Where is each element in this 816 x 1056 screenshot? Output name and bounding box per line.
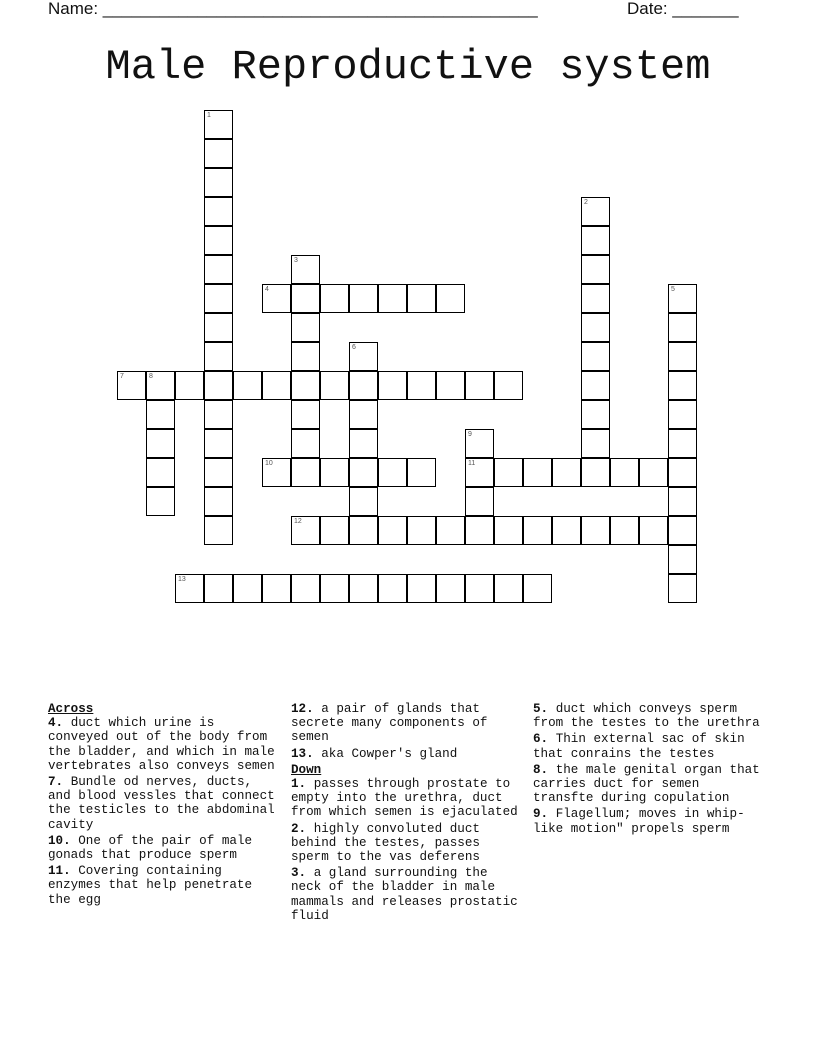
clue-text: a gland surrounding the neck of the bladder in male mammals and releases prostatic fluid xyxy=(291,866,518,923)
cell-number: 4 xyxy=(265,286,269,293)
grid-cell[interactable] xyxy=(581,226,610,255)
grid-cell[interactable] xyxy=(436,284,465,313)
clue-item xyxy=(48,834,280,862)
grid-cell[interactable] xyxy=(407,516,436,545)
grid-cell[interactable] xyxy=(204,371,233,400)
cell-number: 9 xyxy=(468,431,472,438)
clue-number: 10. xyxy=(48,833,71,848)
grid-cell[interactable] xyxy=(668,400,697,429)
grid-cell[interactable] xyxy=(204,197,233,226)
grid-cell[interactable] xyxy=(146,458,175,487)
grid-cell[interactable] xyxy=(494,516,523,545)
clue-number: 12. xyxy=(291,702,314,716)
clue-item xyxy=(48,864,280,907)
grid-cell[interactable] xyxy=(204,516,233,545)
clue-item xyxy=(533,763,765,806)
grid-cell[interactable] xyxy=(581,197,610,226)
grid-cell[interactable] xyxy=(291,516,320,545)
grid-cell[interactable] xyxy=(581,400,610,429)
grid-cell[interactable] xyxy=(581,284,610,313)
grid-cell[interactable] xyxy=(523,458,552,487)
clue-number: 3. xyxy=(291,866,307,881)
grid-cell[interactable] xyxy=(291,284,320,313)
grid-cell[interactable] xyxy=(146,487,175,516)
grid-cell[interactable] xyxy=(233,574,262,603)
grid-cell[interactable] xyxy=(610,458,639,487)
grid-cell[interactable] xyxy=(581,255,610,284)
grid-cell[interactable] xyxy=(204,574,233,603)
grid-cell[interactable] xyxy=(262,574,291,603)
clue-number: 11. xyxy=(48,864,71,879)
grid-cell[interactable] xyxy=(204,342,233,371)
grid-cell[interactable] xyxy=(204,139,233,168)
grid-cell[interactable] xyxy=(349,429,378,458)
grid-cell[interactable] xyxy=(291,458,320,487)
clue-number: 4. xyxy=(48,716,64,731)
grid-cell[interactable] xyxy=(639,458,668,487)
clue-text: a pair of glands that secrete many components of semen xyxy=(291,702,488,745)
grid-cell[interactable] xyxy=(291,342,320,371)
clue-section-heading: Across xyxy=(48,702,94,716)
grid-cell[interactable] xyxy=(581,516,610,545)
clue-text: aka Cowper's gland xyxy=(321,746,458,761)
clue-number: 9. xyxy=(533,807,549,822)
grid-cell[interactable] xyxy=(668,487,697,516)
grid-cell[interactable] xyxy=(204,313,233,342)
grid-cell[interactable] xyxy=(581,342,610,371)
cell-number: 10 xyxy=(265,460,273,467)
clue-item xyxy=(291,822,523,865)
clue-number: 6. xyxy=(533,732,549,747)
clue-text: Bundle od nerves, ducts, and blood vessles that connect the testicles to the abdominal cavity xyxy=(48,775,275,832)
clue-item xyxy=(533,702,765,730)
grid-cell[interactable] xyxy=(668,545,697,574)
grid-cell[interactable] xyxy=(465,574,494,603)
clue-text: Flagellum; moves in whip-like motion" propels sperm xyxy=(533,807,745,836)
grid-cell[interactable] xyxy=(204,487,233,516)
grid-cell[interactable] xyxy=(465,429,494,458)
grid-cell[interactable] xyxy=(204,168,233,197)
grid-cell[interactable] xyxy=(407,284,436,313)
grid-cell[interactable] xyxy=(175,574,204,603)
cell-number: 11 xyxy=(468,460,476,467)
grid-cell[interactable] xyxy=(291,574,320,603)
clue-text: Covering containing enzymes that help penetrate the egg xyxy=(48,864,253,907)
cell-number: 13 xyxy=(178,576,186,583)
grid-cell[interactable] xyxy=(436,371,465,400)
grid-cell[interactable] xyxy=(465,458,494,487)
clue-number: 13. xyxy=(291,746,314,761)
grid-cell[interactable] xyxy=(581,313,610,342)
grid-cell[interactable] xyxy=(146,371,175,400)
grid-cell[interactable] xyxy=(465,487,494,516)
grid-cell[interactable] xyxy=(610,516,639,545)
grid-cell[interactable] xyxy=(465,516,494,545)
grid-cell[interactable] xyxy=(291,371,320,400)
grid-cell[interactable] xyxy=(668,516,697,545)
grid-cell[interactable] xyxy=(668,429,697,458)
cell-number: 8 xyxy=(149,373,153,380)
grid-cell[interactable] xyxy=(668,371,697,400)
grid-cell[interactable] xyxy=(291,400,320,429)
grid-cell[interactable] xyxy=(378,574,407,603)
grid-cell[interactable] xyxy=(349,458,378,487)
grid-cell[interactable] xyxy=(349,516,378,545)
clue-column-3 xyxy=(533,702,765,838)
clue-number: 8. xyxy=(533,762,549,777)
grid-cell[interactable] xyxy=(407,371,436,400)
cell-number: 2 xyxy=(584,199,588,206)
clue-column-1 xyxy=(48,702,280,909)
grid-cell[interactable] xyxy=(523,516,552,545)
grid-cell[interactable] xyxy=(494,458,523,487)
grid-cell[interactable] xyxy=(436,574,465,603)
grid-cell[interactable] xyxy=(378,284,407,313)
grid-cell[interactable] xyxy=(349,342,378,371)
grid-cell[interactable] xyxy=(320,371,349,400)
grid-cell[interactable] xyxy=(262,284,291,313)
grid-cell[interactable] xyxy=(117,371,146,400)
grid-cell[interactable] xyxy=(407,458,436,487)
clue-item xyxy=(291,702,523,745)
clue-text: duct which conveys sperm from the testes to the urethra xyxy=(533,702,760,731)
grid-cell[interactable] xyxy=(291,429,320,458)
grid-cell[interactable] xyxy=(204,458,233,487)
puzzle-title: Male Reproductive system xyxy=(105,43,711,91)
clue-text: the male genital organ that carries duct for semen transfte during copulation xyxy=(533,762,760,806)
grid-cell[interactable] xyxy=(378,371,407,400)
grid-cell[interactable] xyxy=(204,255,233,284)
grid-cell[interactable] xyxy=(465,371,494,400)
grid-cell[interactable] xyxy=(407,574,436,603)
grid-cell[interactable] xyxy=(204,110,233,139)
cell-number: 1 xyxy=(207,112,211,119)
grid-cell[interactable] xyxy=(291,255,320,284)
grid-cell[interactable] xyxy=(494,371,523,400)
clue-text: passes through prostate to empty into the urethra, duct from which semen is ejaculated xyxy=(291,777,518,820)
clue-text: highly convoluted duct behind the testes, passes sperm to the vas deferens xyxy=(291,821,480,865)
grid-cell[interactable] xyxy=(668,313,697,342)
grid-cell[interactable] xyxy=(494,574,523,603)
grid-cell[interactable] xyxy=(146,429,175,458)
cell-number: 3 xyxy=(294,257,298,264)
grid-cell[interactable] xyxy=(204,226,233,255)
grid-cell[interactable] xyxy=(436,516,465,545)
grid-cell[interactable] xyxy=(349,574,378,603)
clue-section-heading: Down xyxy=(291,762,322,777)
grid-cell[interactable] xyxy=(320,284,349,313)
clue-item xyxy=(291,747,523,761)
clue-item xyxy=(48,716,280,773)
clue-text: duct which urine is conveyed out of the body from the bladder, and which in male vertebrates also conveys semen xyxy=(48,716,275,773)
grid-cell[interactable] xyxy=(291,313,320,342)
grid-cell[interactable] xyxy=(204,284,233,313)
clue-text: One of the pair of male gonads that produce sperm xyxy=(48,833,253,863)
clue-number: 5. xyxy=(533,702,549,716)
grid-cell[interactable] xyxy=(320,516,349,545)
grid-cell[interactable] xyxy=(349,371,378,400)
grid-cell[interactable] xyxy=(668,574,697,603)
grid-cell[interactable] xyxy=(349,487,378,516)
clue-column-2 xyxy=(291,702,523,925)
grid-cell[interactable] xyxy=(668,458,697,487)
clue-item xyxy=(533,732,765,760)
grid-cell[interactable] xyxy=(523,574,552,603)
cell-number: 6 xyxy=(352,344,356,351)
clue-text: Thin external sac of skin that conrains the testes xyxy=(533,732,745,761)
clue-item xyxy=(291,777,523,820)
grid-cell[interactable] xyxy=(204,429,233,458)
grid-cell[interactable] xyxy=(349,400,378,429)
clue-number: 2. xyxy=(291,821,307,836)
name-field-label: Name: ______________________________________________ xyxy=(48,0,538,18)
grid-cell[interactable] xyxy=(552,516,581,545)
date-field-label: Date: _______ xyxy=(627,0,739,18)
grid-cell[interactable] xyxy=(320,458,349,487)
cell-number: 5 xyxy=(671,286,675,293)
grid-cell[interactable] xyxy=(378,516,407,545)
grid-cell[interactable] xyxy=(581,371,610,400)
grid-cell[interactable] xyxy=(146,400,175,429)
grid-cell[interactable] xyxy=(175,371,204,400)
cell-number: 7 xyxy=(120,373,124,380)
grid-cell[interactable] xyxy=(233,371,262,400)
grid-cell[interactable] xyxy=(262,458,291,487)
clue-number: 1. xyxy=(291,777,307,792)
cell-number: 12 xyxy=(294,518,302,525)
grid-cell[interactable] xyxy=(204,400,233,429)
grid-cell[interactable] xyxy=(639,516,668,545)
grid-cell[interactable] xyxy=(581,429,610,458)
grid-cell[interactable] xyxy=(668,342,697,371)
grid-cell[interactable] xyxy=(349,284,378,313)
grid-cell[interactable] xyxy=(378,458,407,487)
grid-cell[interactable] xyxy=(320,574,349,603)
clue-item xyxy=(48,775,280,832)
clue-item xyxy=(533,807,765,835)
clue-item xyxy=(291,866,523,923)
grid-cell[interactable] xyxy=(552,458,581,487)
grid-cell[interactable] xyxy=(581,458,610,487)
grid-cell[interactable] xyxy=(262,371,291,400)
clue-number: 7. xyxy=(48,775,64,790)
grid-cell[interactable] xyxy=(668,284,697,313)
